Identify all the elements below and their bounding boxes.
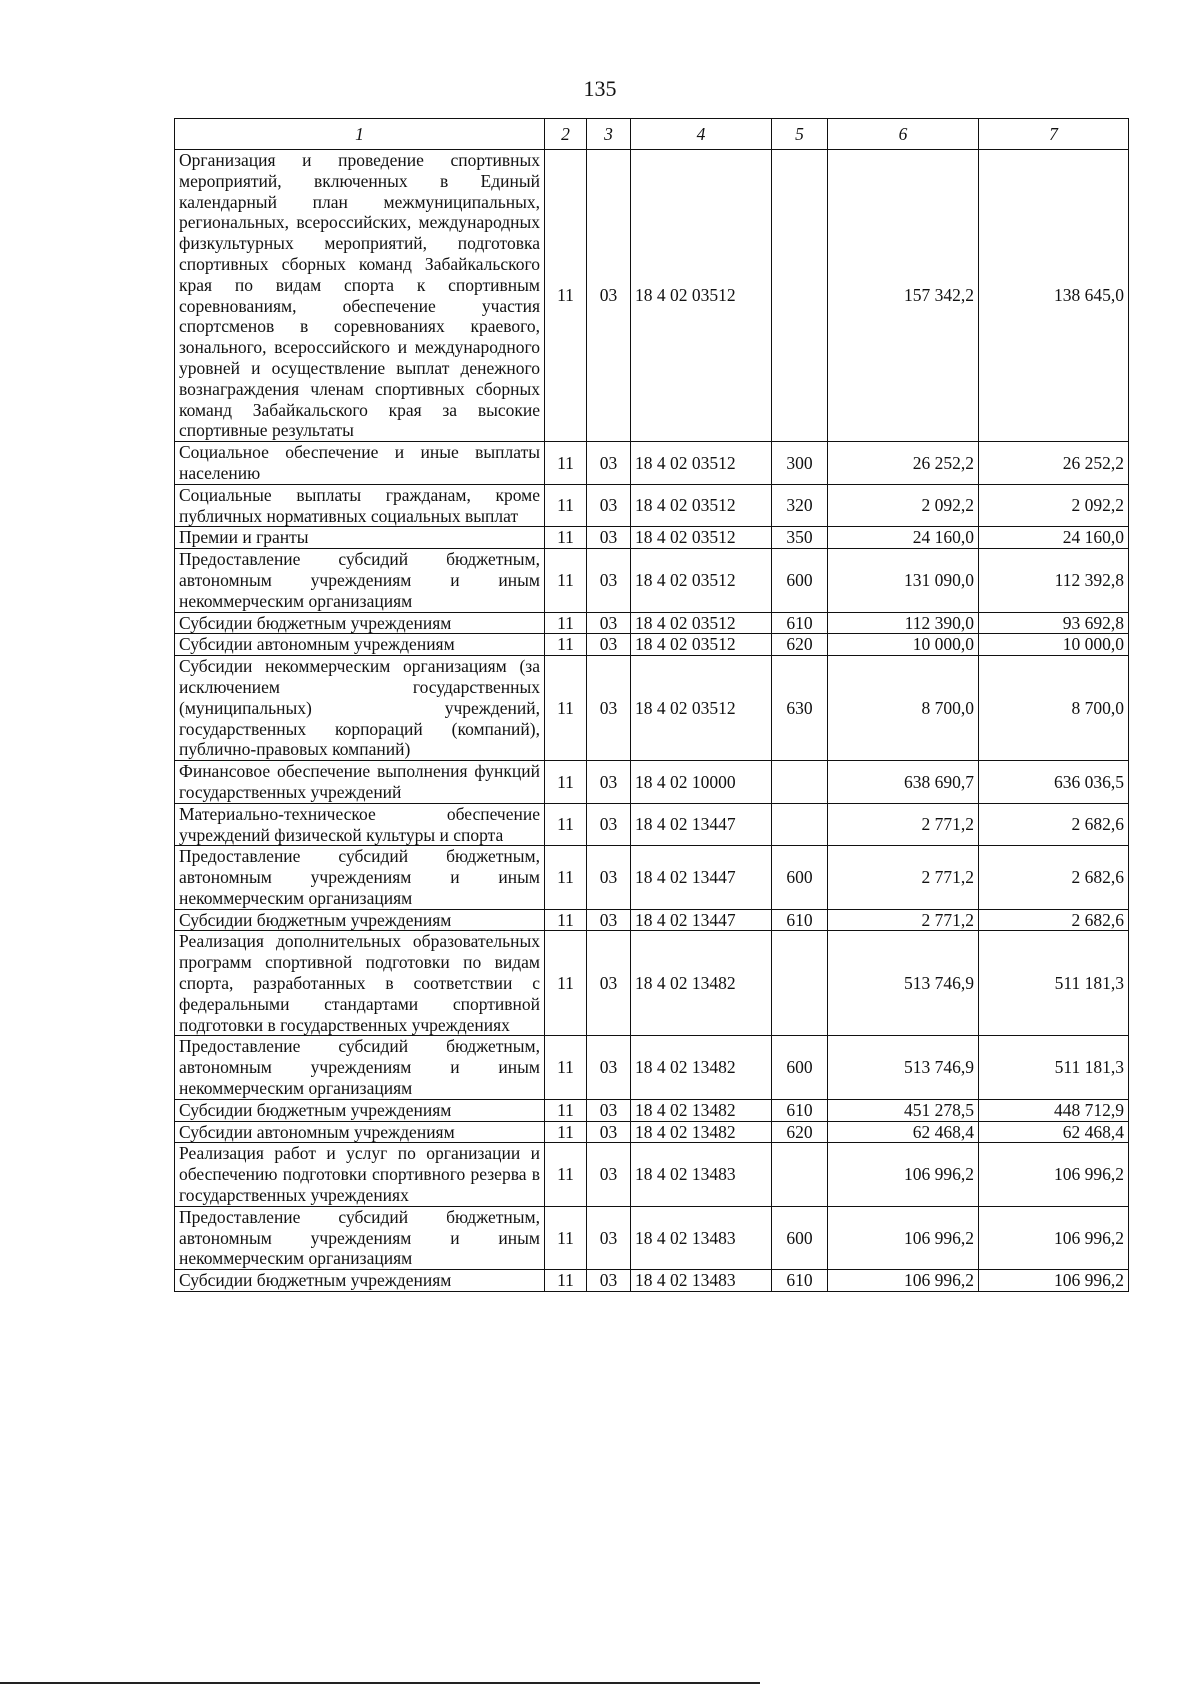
target-article-code: 18 4 02 03512 (631, 612, 772, 634)
subsection-code: 03 (587, 150, 631, 442)
subsection-code: 03 (587, 803, 631, 846)
amount-year-2: 2 092,2 (979, 484, 1129, 527)
header-col-6: 6 (828, 119, 979, 150)
row-name: Премии и гранты (175, 527, 545, 549)
row-name: Реализация работ и услуг по организации и обеспечению подготовки спортивного резерва в государственных учреждениях (175, 1143, 545, 1206)
target-article-code: 18 4 02 13482 (631, 1036, 772, 1099)
header-col-2: 2 (545, 119, 587, 150)
expense-type-code: 600 (772, 549, 828, 612)
row-name: Социальные выплаты гражданам, кроме публичных нормативных социальных выплат (175, 484, 545, 527)
row-name: Предоставление субсидий бюджетным, автономным учреждениям и иным некоммерческим организациям (175, 846, 545, 909)
section-code: 11 (545, 612, 587, 634)
row-name: Субсидии бюджетным учреждениям (175, 1270, 545, 1292)
expense-type-code (772, 931, 828, 1036)
row-name: Предоставление субсидий бюджетным, автономным учреждениям и иным некоммерческим организациям (175, 549, 545, 612)
section-code: 11 (545, 150, 587, 442)
target-article-code: 18 4 02 13447 (631, 909, 772, 931)
row-name: Финансовое обеспечение выполнения функций государственных учреждений (175, 761, 545, 804)
amount-year-1: 131 090,0 (828, 549, 979, 612)
amount-year-1: 2 771,2 (828, 803, 979, 846)
expense-type-code: 600 (772, 1036, 828, 1099)
amount-year-2: 448 712,9 (979, 1099, 1129, 1121)
expense-type-code: 600 (772, 1206, 828, 1269)
amount-year-2: 511 181,3 (979, 1036, 1129, 1099)
section-code: 11 (545, 846, 587, 909)
amount-year-2: 112 392,8 (979, 549, 1129, 612)
section-code: 11 (545, 1206, 587, 1269)
subsection-code: 03 (587, 761, 631, 804)
target-article-code: 18 4 02 13447 (631, 846, 772, 909)
row-name: Субсидии бюджетным учреждениям (175, 1099, 545, 1121)
section-code: 11 (545, 909, 587, 931)
row-name: Предоставление субсидий бюджетным, автономным учреждениям и иным некоммерческим организациям (175, 1036, 545, 1099)
expense-type-code: 610 (772, 1099, 828, 1121)
subsection-code: 03 (587, 656, 631, 761)
section-code: 11 (545, 527, 587, 549)
table-row (175, 1099, 1129, 1121)
target-article-code: 18 4 02 10000 (631, 761, 772, 804)
header-col-1: 1 (175, 119, 545, 150)
target-article-code: 18 4 02 13483 (631, 1270, 772, 1292)
target-article-code: 18 4 02 13483 (631, 1206, 772, 1269)
section-code: 11 (545, 761, 587, 804)
table-row (175, 1121, 1129, 1143)
section-code: 11 (545, 549, 587, 612)
subsection-code: 03 (587, 1143, 631, 1206)
amount-year-1: 10 000,0 (828, 634, 979, 656)
budget-table (174, 118, 1129, 1292)
amount-year-1: 2 092,2 (828, 484, 979, 527)
target-article-code: 18 4 02 03512 (631, 549, 772, 612)
amount-year-2: 106 996,2 (979, 1206, 1129, 1269)
expense-type-code: 620 (772, 634, 828, 656)
expense-type-code: 320 (772, 484, 828, 527)
expense-type-code: 610 (772, 1270, 828, 1292)
amount-year-2: 511 181,3 (979, 931, 1129, 1036)
amount-year-2: 62 468,4 (979, 1121, 1129, 1143)
expense-type-code: 610 (772, 909, 828, 931)
amount-year-1: 8 700,0 (828, 656, 979, 761)
subsection-code: 03 (587, 527, 631, 549)
table-row (175, 442, 1129, 485)
subsection-code: 03 (587, 549, 631, 612)
subsection-code: 03 (587, 442, 631, 485)
amount-year-2: 138 645,0 (979, 150, 1129, 442)
subsection-code: 03 (587, 1270, 631, 1292)
table-row (175, 1036, 1129, 1099)
target-article-code: 18 4 02 13482 (631, 931, 772, 1036)
amount-year-1: 26 252,2 (828, 442, 979, 485)
amount-year-1: 2 771,2 (828, 909, 979, 931)
table-row (175, 1206, 1129, 1269)
section-code: 11 (545, 634, 587, 656)
subsection-code: 03 (587, 1121, 631, 1143)
amount-year-1: 638 690,7 (828, 761, 979, 804)
header-col-7: 7 (979, 119, 1129, 150)
table-row (175, 931, 1129, 1036)
section-code: 11 (545, 803, 587, 846)
amount-year-2: 10 000,0 (979, 634, 1129, 656)
section-code: 11 (545, 1143, 587, 1206)
subsection-code: 03 (587, 612, 631, 634)
amount-year-2: 636 036,5 (979, 761, 1129, 804)
amount-year-2: 2 682,6 (979, 803, 1129, 846)
target-article-code: 18 4 02 03512 (631, 484, 772, 527)
amount-year-2: 8 700,0 (979, 656, 1129, 761)
target-article-code: 18 4 02 13482 (631, 1121, 772, 1143)
expense-type-code (772, 150, 828, 442)
amount-year-1: 106 996,2 (828, 1143, 979, 1206)
target-article-code: 18 4 02 03512 (631, 634, 772, 656)
target-article-code: 18 4 02 03512 (631, 150, 772, 442)
amount-year-1: 513 746,9 (828, 931, 979, 1036)
target-article-code: 18 4 02 03512 (631, 527, 772, 549)
section-code: 11 (545, 656, 587, 761)
amount-year-1: 451 278,5 (828, 1099, 979, 1121)
amount-year-2: 24 160,0 (979, 527, 1129, 549)
row-name: Субсидии бюджетным учреждениям (175, 612, 545, 634)
page-number: 135 (583, 76, 617, 101)
table-row (175, 1270, 1129, 1292)
header-col-4: 4 (631, 119, 772, 150)
amount-year-2: 106 996,2 (979, 1270, 1129, 1292)
header-col-3: 3 (587, 119, 631, 150)
subsection-code: 03 (587, 846, 631, 909)
table-row (175, 484, 1129, 527)
table-row (175, 1143, 1129, 1206)
target-article-code: 18 4 02 13483 (631, 1143, 772, 1206)
expense-type-code: 300 (772, 442, 828, 485)
row-name: Материально-техническое обеспечение учреждений физической культуры и спорта (175, 803, 545, 846)
target-article-code: 18 4 02 03512 (631, 442, 772, 485)
row-name: Социальное обеспечение и иные выплаты населению (175, 442, 545, 485)
table-row (175, 634, 1129, 656)
table-row (175, 150, 1129, 442)
expense-type-code: 350 (772, 527, 828, 549)
table-row (175, 803, 1129, 846)
row-name: Предоставление субсидий бюджетным, автономным учреждениям и иным некоммерческим организациям (175, 1206, 545, 1269)
subsection-code: 03 (587, 909, 631, 931)
table-body (175, 150, 1129, 1292)
header-row (175, 119, 1129, 150)
target-article-code: 18 4 02 13482 (631, 1099, 772, 1121)
amount-year-1: 106 996,2 (828, 1270, 979, 1292)
amount-year-1: 106 996,2 (828, 1206, 979, 1269)
row-name: Организация и проведение спортивных мероприятий, включенных в Единый календарный план межмуниципальных, региональных, всероссийских, международных физкультурных мероприятий, подготовка спортивных сборных команд Забайкальского края по видам спорта к спортивным соревнованиям, обеспечение участия спортсменов в соревнованиях краевого, зонального, всероссийского и международного уровней и осуществление выплат денежного вознаграждения членам спортивных сборных команд Забайкальского края за высокие спортивные результаты (175, 150, 545, 442)
table-row (175, 549, 1129, 612)
row-name: Субсидии автономным учреждениям (175, 634, 545, 656)
subsection-code: 03 (587, 1206, 631, 1269)
expense-type-code (772, 1143, 828, 1206)
table-row (175, 612, 1129, 634)
amount-year-2: 2 682,6 (979, 909, 1129, 931)
subsection-code: 03 (587, 1099, 631, 1121)
amount-year-1: 2 771,2 (828, 846, 979, 909)
target-article-code: 18 4 02 13447 (631, 803, 772, 846)
amount-year-2: 26 252,2 (979, 442, 1129, 485)
table-row (175, 761, 1129, 804)
amount-year-1: 24 160,0 (828, 527, 979, 549)
table-row (175, 527, 1129, 549)
subsection-code: 03 (587, 484, 631, 527)
amount-year-2: 93 692,8 (979, 612, 1129, 634)
expense-type-code: 600 (772, 846, 828, 909)
section-code: 11 (545, 1121, 587, 1143)
section-code: 11 (545, 484, 587, 527)
row-name: Субсидии некоммерческим организациям (за исключением государственных (муниципальных) учреждений, государственных корпораций (компаний), публично-правовых компаний) (175, 656, 545, 761)
table-row (175, 846, 1129, 909)
subsection-code: 03 (587, 931, 631, 1036)
expense-type-code: 630 (772, 656, 828, 761)
subsection-code: 03 (587, 1036, 631, 1099)
header-col-5: 5 (772, 119, 828, 150)
section-code: 11 (545, 442, 587, 485)
row-name: Субсидии автономным учреждениям (175, 1121, 545, 1143)
section-code: 11 (545, 1099, 587, 1121)
amount-year-1: 62 468,4 (828, 1121, 979, 1143)
expense-type-code: 620 (772, 1121, 828, 1143)
table-row (175, 909, 1129, 931)
row-name: Реализация дополнительных образовательных программ спортивной подготовки по видам спорта, разработанных в соответствии с федеральными стандартами спортивной подготовки в государственных учреждениях (175, 931, 545, 1036)
expense-type-code (772, 803, 828, 846)
target-article-code: 18 4 02 03512 (631, 656, 772, 761)
amount-year-1: 112 390,0 (828, 612, 979, 634)
expense-type-code (772, 761, 828, 804)
amount-year-1: 157 342,2 (828, 150, 979, 442)
expense-type-code: 610 (772, 612, 828, 634)
section-code: 11 (545, 1270, 587, 1292)
subsection-code: 03 (587, 634, 631, 656)
section-code: 11 (545, 931, 587, 1036)
amount-year-2: 106 996,2 (979, 1143, 1129, 1206)
scan-edge-mark (0, 1682, 760, 1684)
section-code: 11 (545, 1036, 587, 1099)
row-name: Субсидии бюджетным учреждениям (175, 909, 545, 931)
amount-year-2: 2 682,6 (979, 846, 1129, 909)
amount-year-1: 513 746,9 (828, 1036, 979, 1099)
table-row (175, 656, 1129, 761)
